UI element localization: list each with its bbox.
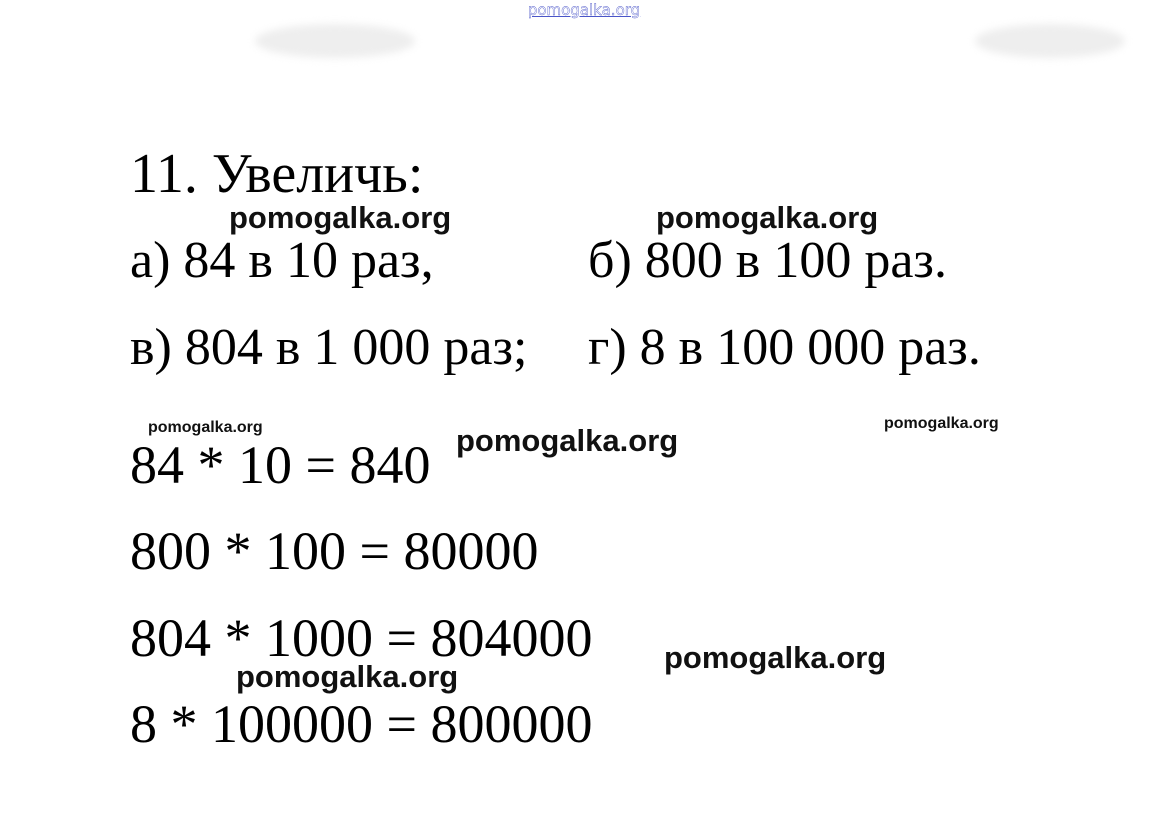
equation-4: 8 * 100000 = 800000 <box>130 694 593 754</box>
watermark: pomogalka.org <box>884 415 999 432</box>
scan-artifact-right <box>975 24 1125 58</box>
equation-1: 84 * 10 = 840 <box>130 435 431 495</box>
task-item-a: а) 84 в 10 раз, <box>130 232 434 289</box>
watermark: pomogalka.org <box>229 200 452 235</box>
site-link[interactable]: pomogalka.org <box>527 1 641 19</box>
equation-3: 804 * 1000 = 804000 <box>130 608 593 668</box>
watermark: pomogalka.org <box>148 419 263 436</box>
watermark: pomogalka.org <box>656 200 879 235</box>
watermark: pomogalka.org <box>664 640 887 675</box>
watermark: pomogalka.org <box>236 659 459 694</box>
equation-2: 800 * 100 = 80000 <box>130 521 539 581</box>
task-item-b: б) 800 в 100 раз. <box>588 232 947 289</box>
task-item-d: г) 8 в 100 000 раз. <box>588 319 981 376</box>
scan-artifact-left <box>255 24 415 58</box>
task-item-c: в) 804 в 1 000 раз; <box>130 319 528 376</box>
task-heading: 11. Увеличь: <box>130 143 424 205</box>
watermark: pomogalka.org <box>456 423 679 458</box>
